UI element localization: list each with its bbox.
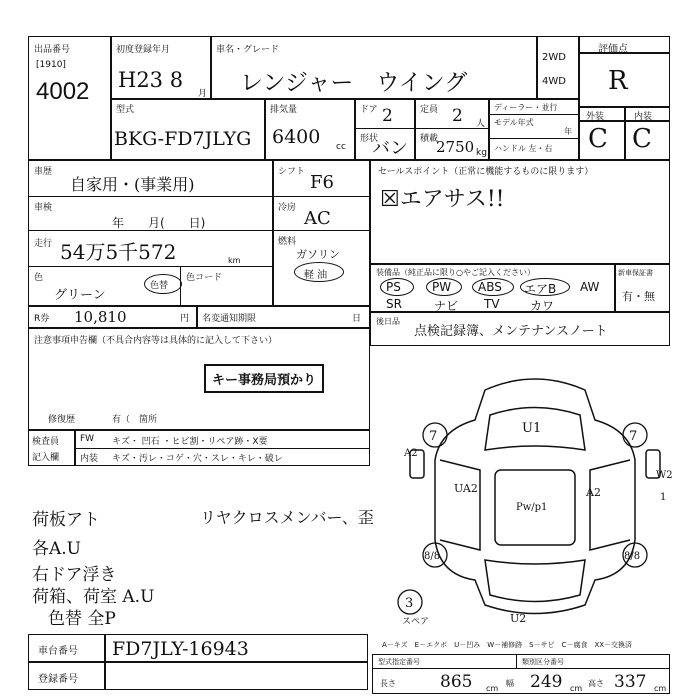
fuel-label: 燃料 (278, 237, 297, 247)
recycle-unit: 円 (180, 314, 190, 324)
color-label: 色 (34, 273, 44, 283)
equipment-circle (426, 278, 462, 296)
mileage-unit: km (228, 256, 241, 265)
recycle-value: 10,810 (74, 308, 127, 326)
divider (272, 160, 274, 306)
note-line-2: リヤクロスメンバー、歪 (200, 508, 374, 527)
divider (272, 196, 370, 197)
diagram-mark: UA2 (454, 482, 478, 495)
diagram-mark: A2 (404, 448, 418, 459)
model-value: BKG-FD7JLYG (114, 128, 252, 150)
length-label: 長さ (380, 679, 396, 688)
length-unit: cm (486, 684, 499, 693)
note-line-1: 荷板アト (32, 510, 100, 530)
diagram-mark: 8/8 (424, 551, 441, 562)
grade-label: 評価点 (598, 44, 628, 55)
width-unit: cm (570, 684, 583, 693)
chassis-label: 車台番号 (38, 646, 78, 657)
name-label: 車名・グレード (216, 45, 280, 55)
diagram-mark: A2 (586, 486, 601, 499)
shift-value: F6 (310, 172, 334, 193)
equipment-label: 装備品（純正品に限り○やご記入ください） (376, 268, 535, 277)
length-value: 865 (440, 672, 473, 692)
divider (264, 98, 266, 160)
type-label: 型式指定番号 (378, 658, 420, 666)
color-change: 色替 (150, 281, 169, 291)
doors-value: 2 (382, 106, 393, 126)
height-value: 337 (614, 672, 647, 692)
inspection-label: 車検 (34, 203, 53, 213)
aftermarket-label: 後日品 (376, 317, 400, 326)
diagram-mark: 1 (660, 492, 667, 503)
divider (516, 654, 517, 668)
dealer-label: ディーラー・並行 (494, 103, 558, 112)
color-code-label: 色コード (186, 273, 223, 283)
body-value: バン (372, 138, 408, 159)
capacity-unit: 人 (476, 119, 486, 129)
interior-label: 内装 (634, 112, 653, 122)
history-label: 車歴 (34, 167, 53, 177)
capacity-label: 定員 (420, 105, 439, 115)
divider (210, 36, 212, 98)
diagram-mark: 3 (405, 596, 414, 611)
selling-points-label: セールスポイント（正常に機能するものに限ります） (378, 167, 594, 177)
notice-label: 名変通知期限 (202, 314, 257, 324)
divider (372, 668, 670, 669)
notes-header: 注意事項申告欄（不具合内容等は具体的に記入して下さい） (34, 336, 278, 346)
chassis-value: FD7JLY-16943 (112, 638, 249, 660)
equipment-navi: ナビ (434, 299, 459, 313)
divider (414, 98, 416, 160)
divider (488, 98, 490, 160)
diagram-mark: Pw/p1 (516, 502, 548, 513)
new-warranty-value: 有・無 (622, 290, 655, 303)
selling-points-value: ☒エアサス!! (380, 187, 505, 212)
equipment-circle (472, 278, 514, 296)
equipment-circle (520, 278, 570, 296)
repair-label: 修復歴 (48, 415, 76, 425)
divider (110, 98, 578, 100)
divider (578, 106, 670, 108)
divider (354, 128, 488, 129)
note-line-6: 色替 全P (48, 609, 116, 629)
interior-items-label: 内装 (80, 454, 99, 464)
repair-value: 有（ 箇所 (112, 415, 158, 425)
handle-label: ハンドル 左・右 (494, 144, 553, 153)
notice-unit: 日 (352, 314, 362, 324)
registration-label: 登録番号 (38, 674, 78, 685)
shift-label: シフト (278, 167, 306, 177)
interior-items: キズ・汚レ・コゲ・穴・スレ・キレ・破レ (112, 454, 283, 464)
exterior-value: C (588, 124, 608, 154)
diagram-mark: W2 (656, 470, 673, 481)
exterior-label: 外装 (586, 112, 605, 122)
history-value: 自家用・(事業用) (70, 175, 195, 194)
divider (536, 36, 538, 98)
note-line-5: 荷箱、荷室 A.U (32, 587, 155, 607)
ac-label: 冷房 (278, 203, 297, 213)
grade-value: R (608, 66, 628, 96)
note-line-3: 各A.U (32, 539, 82, 559)
fw-label: FW (80, 434, 95, 444)
doors-label: ドア (360, 105, 378, 115)
class-label: 類別区分番号 (522, 658, 564, 666)
color-value: グリーン (54, 288, 106, 303)
divider (28, 196, 272, 197)
capacity-value: 2 (452, 106, 463, 126)
divider (624, 106, 626, 160)
first-reg-month-unit: 月 (198, 89, 208, 99)
entry-label: 記入欄 (32, 453, 60, 463)
divider (28, 266, 272, 267)
displacement-value: 6400 (272, 126, 321, 148)
divider (354, 98, 356, 160)
ac-value: AC (304, 208, 331, 229)
width-label: 幅 (506, 679, 514, 688)
divider (614, 264, 616, 312)
recycle-label: R券 (34, 314, 50, 324)
diagram-mark: 7 (429, 429, 438, 444)
fuel-value: ガソリン (296, 248, 340, 261)
load-value: 2750 (436, 138, 475, 156)
aftermarket-value: 点検記録簿、メンテナンスノート (414, 324, 608, 339)
divider (74, 448, 370, 449)
divider (578, 36, 580, 160)
equipment-sr: SR (386, 297, 402, 311)
first-reg-label: 初度登録年月 (116, 45, 171, 55)
equipment-circle (380, 278, 414, 296)
equipment-pw: PW (432, 280, 452, 294)
divider (196, 306, 198, 328)
diagram-mark: U2 (510, 612, 527, 625)
registration-row (28, 662, 368, 690)
equipment-aw: AW (580, 280, 600, 294)
inspector-label: 検査員 (32, 437, 60, 447)
equipment-leather: カワ (530, 299, 555, 313)
displacement-unit: cc (336, 142, 346, 152)
height-label: 高さ (588, 679, 604, 688)
mileage-label: 走行 (34, 239, 53, 249)
model-label: 型式 (116, 105, 135, 115)
width-value: 249 (530, 672, 563, 692)
equipment-ps: PS (386, 280, 401, 294)
displacement-label: 排気量 (270, 105, 298, 115)
divider (272, 230, 370, 231)
lot-sub: [1910] (36, 60, 66, 70)
drive-2wd: 2WD (542, 52, 566, 63)
mileage-value: 54万5千572 (60, 240, 177, 264)
model-year-label: モデル年式 (494, 118, 534, 127)
diagram-mark: 7 (629, 429, 638, 444)
lot-number: 4002 (36, 78, 90, 105)
inspection-value: 年 月( 日) (112, 216, 206, 230)
height-unit: cm (654, 684, 667, 693)
note-line-4: 右ドア浮き (32, 565, 117, 585)
interior-value: C (632, 124, 652, 154)
name-value: レンジャー ウイング (240, 70, 468, 96)
diagram-mark: 8/8 (624, 551, 641, 562)
fw-items: キズ・ 凹石 ・ヒビ割・リペア跡・X要 (112, 437, 268, 447)
equipment-tv: TV (484, 297, 500, 311)
first-reg-value: H23 8 (118, 68, 184, 92)
diagram-mark: U1 (522, 421, 542, 436)
lot-label: 出品番号 (34, 45, 71, 55)
body-label: 形状 (360, 134, 379, 144)
equipment-airbag: エアB (524, 282, 557, 296)
drive-4wd: 4WD (542, 76, 566, 87)
divider (488, 114, 578, 115)
load-unit: kg (476, 148, 487, 158)
new-warranty-label: 新車保証書 (618, 269, 653, 277)
load-label: 積載 (420, 134, 439, 144)
spare-label: スペア (402, 617, 430, 627)
divider (488, 138, 578, 139)
fuel-selected: 軽 油 (304, 270, 328, 281)
damage-legend: A－キズ E－エクボ U－凹み W－補修跡 S－サビ C－腐食 XX－交換済 (382, 641, 633, 649)
vehicle-diagram (390, 360, 680, 630)
equipment-abs: ABS (478, 280, 502, 294)
model-year-unit: 年 (564, 127, 572, 136)
key-stamp: キー事務局預かり (204, 364, 324, 393)
